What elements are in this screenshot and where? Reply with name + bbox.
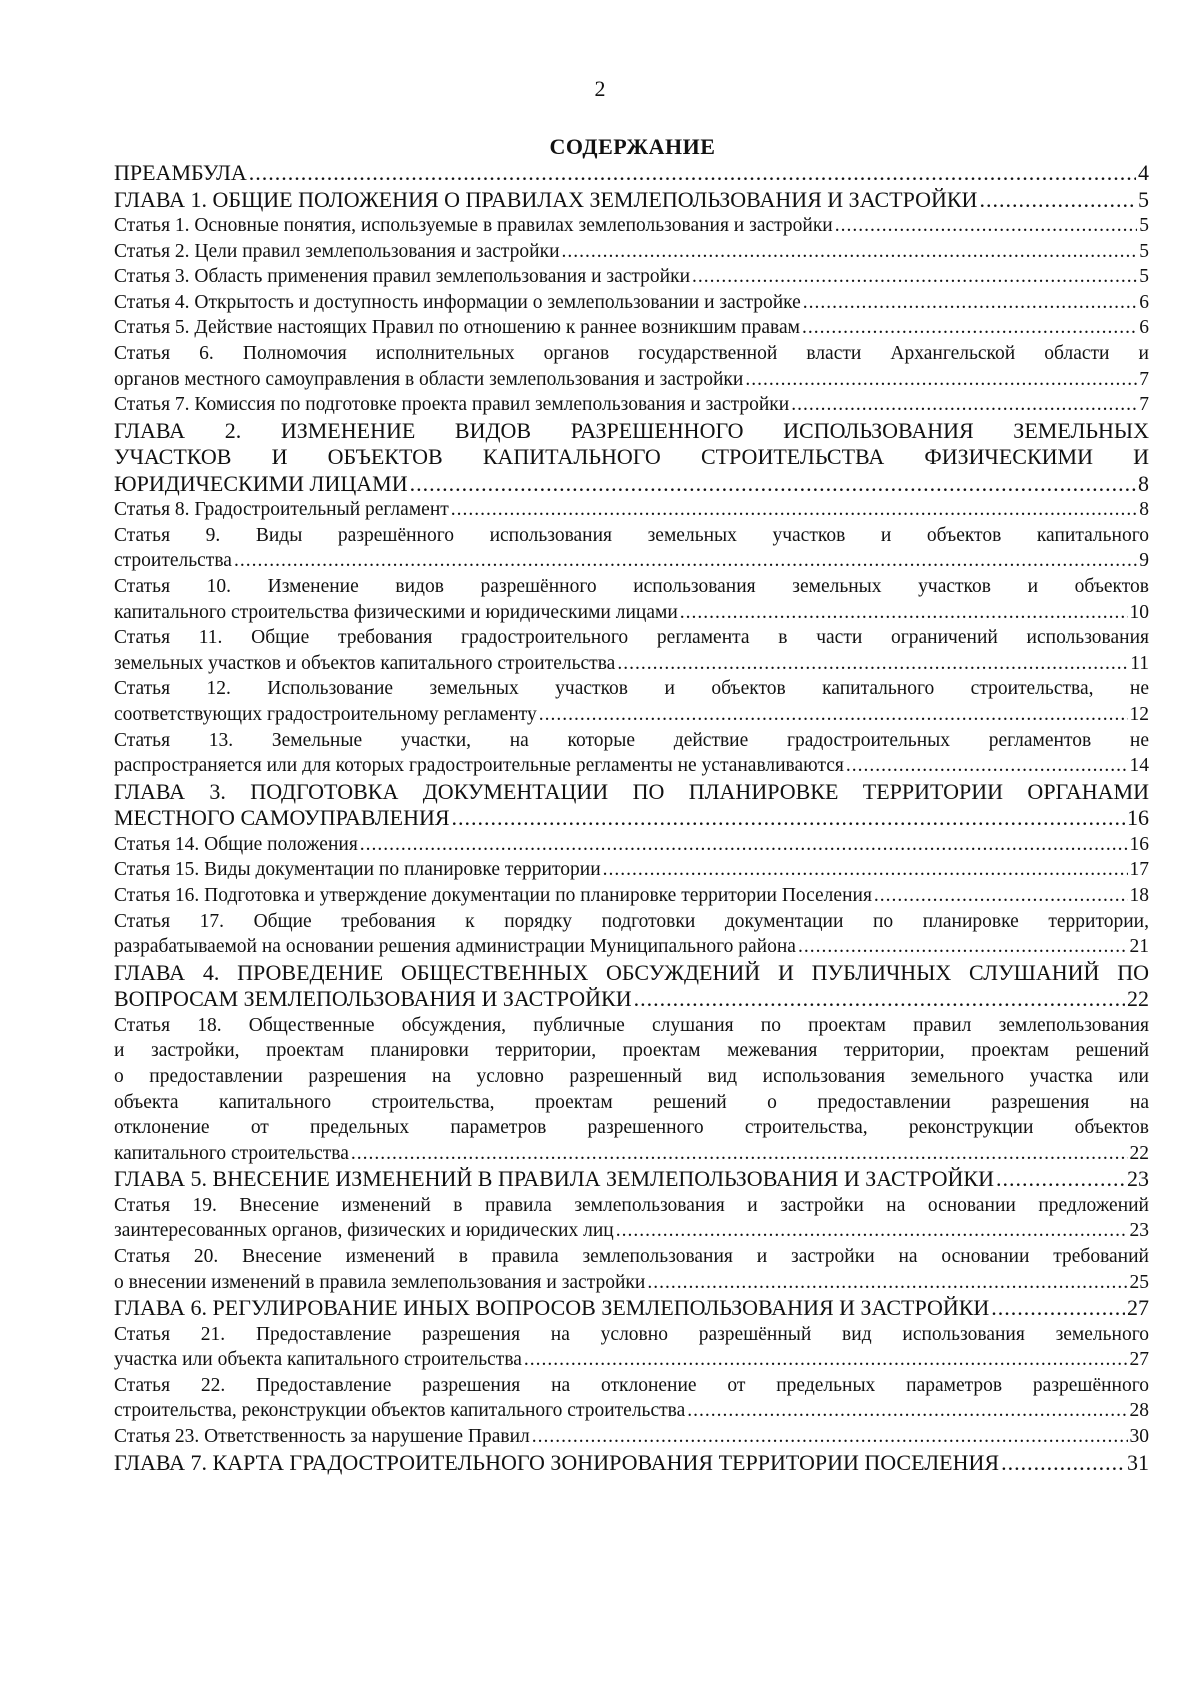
toc-entry-leader-line xyxy=(114,497,1149,523)
toc-entry-leader-line xyxy=(114,1450,1149,1477)
toc-page-number: 16 xyxy=(1127,805,1149,831)
toc-entry-leader-line xyxy=(114,239,1149,265)
toc-entry-leader-line xyxy=(114,1218,1149,1244)
toc-article-entry[interactable] xyxy=(114,676,1149,727)
dot-leader xyxy=(846,753,1128,779)
toc-page-number: 5 xyxy=(1139,240,1149,262)
toc-article-entry[interactable] xyxy=(114,315,1149,341)
dot-leader xyxy=(680,600,1128,626)
toc-entry-text: ПРЕАМБУЛА xyxy=(114,160,247,185)
toc-page-number: 7 xyxy=(1139,394,1149,416)
toc-page-number: 31 xyxy=(1127,1449,1149,1475)
toc-page-number: 30 xyxy=(1129,1426,1149,1448)
dot-leader xyxy=(991,1295,1125,1322)
toc-page-number: 5 xyxy=(1138,186,1149,212)
toc-article-entry[interactable] xyxy=(114,341,1149,392)
toc-entry-line: о предоставлении разрешения на условно разрешенный вид использования земельного участка или xyxy=(114,1065,1149,1087)
toc-article-entry[interactable] xyxy=(114,523,1149,574)
toc-chapter-entry[interactable] xyxy=(114,160,1149,187)
toc-entry-line: Статья 11. Общие требования градостроительного регламента в части ограничений использования xyxy=(114,627,1149,649)
toc-page-number: 23 xyxy=(1129,1220,1149,1242)
toc-entry-text: ВОПРОСАМ ЗЕМЛЕПОЛЬЗОВАНИЯ И ЗАСТРОЙКИ xyxy=(114,986,632,1012)
toc-entry-leader-line xyxy=(114,1270,1149,1296)
page-number: 2 xyxy=(594,76,606,101)
toc-entry-text: Статья 7. Комиссия по подготовке проекта правил землепользования и застройки xyxy=(114,394,790,416)
toc-entry-leader-line xyxy=(114,805,1149,832)
toc-page-number: 8 xyxy=(1138,470,1149,496)
toc-entry-text: ГЛАВА 1. ОБЩИЕ ПОЛОЖЕНИЯ О ПРАВИЛАХ ЗЕМЛЕПОЛЬЗОВАНИЯ И ЗАСТРОЙКИ xyxy=(114,186,978,212)
toc-entry-leader-line xyxy=(114,651,1149,677)
dot-leader xyxy=(798,934,1128,960)
toc-entry-leader-line xyxy=(114,832,1149,858)
toc-entry-leader-line xyxy=(114,213,1149,239)
toc-article-entry[interactable] xyxy=(114,1373,1149,1424)
dot-leader xyxy=(532,1424,1128,1450)
dot-leader xyxy=(524,1347,1128,1373)
toc-entry-text: Статья 2. Цели правил землепользования и застройки xyxy=(114,240,560,262)
toc-page-number: 28 xyxy=(1129,1400,1149,1422)
toc-entry-leader-line xyxy=(114,986,1149,1013)
toc-article-entry[interactable] xyxy=(114,290,1149,316)
toc-entry-text: Статья 8. Градостроительный регламент xyxy=(114,499,449,521)
toc-entry-text: Статья 16. Подготовка и утверждение документации по планировке территории Поселения xyxy=(114,884,872,906)
toc-article-entry[interactable] xyxy=(114,1322,1149,1373)
toc-chapter-entry[interactable] xyxy=(114,1166,1149,1193)
toc-chapter-entry[interactable] xyxy=(114,1450,1149,1477)
dot-leader xyxy=(874,883,1128,909)
dot-leader xyxy=(234,548,1137,574)
toc-entry-leader-line xyxy=(114,264,1149,290)
toc-entry-line: Статья 6. Полномочия исполнительных органов государственной власти Архангельской области и xyxy=(114,342,1149,364)
toc-page-number: 23 xyxy=(1127,1166,1149,1192)
toc-page-number: 11 xyxy=(1130,652,1149,674)
toc-page-number: 4 xyxy=(1138,160,1149,185)
toc-entry-text: МЕСТНОГО САМОУПРАВЛЕНИЯ xyxy=(114,805,450,831)
toc-entry-line: Статья 20. Внесение изменений в правила землепользования и застройки на основании требований xyxy=(114,1246,1149,1267)
toc-page-number: 25 xyxy=(1129,1271,1149,1293)
toc-entry-text: ГЛАВА 7. КАРТА ГРАДОСТРОИТЕЛЬНОГО ЗОНИРОВАНИЯ ТЕРРИТОРИИ ПОСЕЛЕНИЯ xyxy=(114,1449,1000,1475)
toc-entry-text: участка или объекта капитального строительства xyxy=(114,1349,522,1371)
toc-entry-leader-line xyxy=(114,315,1149,341)
toc-entry-leader-line xyxy=(114,857,1149,883)
toc-article-entry[interactable] xyxy=(114,574,1149,625)
toc-entry-text: Статья 15. Виды документации по планировке территории xyxy=(114,859,601,881)
page-title: СОДЕРЖАНИЕ xyxy=(549,134,716,159)
toc-article-entry[interactable] xyxy=(114,213,1149,239)
toc-page-number: 22 xyxy=(1129,1142,1149,1164)
toc-article-entry[interactable] xyxy=(114,728,1149,779)
toc-entry-line: ГЛАВА 3. ПОДГОТОВКА ДОКУМЕНТАЦИИ ПО ПЛАНИРОВКЕ ТЕРРИТОРИИ ОРГАНАМИ xyxy=(114,778,1149,804)
toc-page-number: 6 xyxy=(1139,317,1149,339)
toc-entry-leader-line xyxy=(114,548,1149,574)
toc-entry-leader-line xyxy=(114,883,1149,909)
toc-page-number: 21 xyxy=(1129,936,1149,958)
toc-chapter-entry[interactable] xyxy=(114,779,1149,832)
toc-entry-line: Статья 22. Предоставление разрешения на отклонение от предельных параметров разрешённого xyxy=(114,1374,1149,1396)
toc-page-number: 17 xyxy=(1129,859,1149,881)
toc-entry-leader-line xyxy=(114,392,1149,418)
toc-entry-text: органов местного самоуправления в области землепользования и застройки xyxy=(114,368,744,390)
toc-entry-text: разрабатываемой на основании решения администрации Муниципального района xyxy=(114,936,796,958)
dot-leader xyxy=(979,187,1136,214)
toc-page-number: 12 xyxy=(1129,704,1149,725)
dot-leader xyxy=(562,239,1138,265)
toc-entry-leader-line xyxy=(114,1347,1149,1373)
dot-leader xyxy=(451,497,1137,523)
toc-article-entry[interactable] xyxy=(114,392,1149,418)
dot-leader xyxy=(791,392,1137,418)
toc-entry-text: Статья 4. Открытость и доступность информации о землепользовании и застройке xyxy=(114,291,801,313)
toc-entry-text: строительства, реконструкции объектов капитального строительства xyxy=(114,1400,686,1422)
toc-article-entry[interactable] xyxy=(114,1193,1149,1244)
toc-entry-line: Статья 9. Виды разрешённого использования земельных участков и объектов капитального xyxy=(114,524,1149,546)
toc-article-entry[interactable] xyxy=(114,1244,1149,1295)
toc-entry-leader-line xyxy=(114,1398,1149,1424)
toc-entry-line: ГЛАВА 4. ПРОВЕДЕНИЕ ОБЩЕСТВЕННЫХ ОБСУЖДЕНИЙ И ПУБЛИЧНЫХ СЛУШАНИЙ ПО xyxy=(114,959,1149,985)
toc-entry-text: заинтересованных органов, физических и юридических лиц xyxy=(114,1220,614,1242)
toc-entry-leader-line xyxy=(114,187,1149,214)
toc-entry-text: капитального строительства xyxy=(114,1142,349,1164)
toc-page-number: 27 xyxy=(1127,1295,1149,1321)
toc-page-number: 22 xyxy=(1127,986,1149,1012)
toc-entry-text: капитального строительства физическими и юридическими лицами xyxy=(114,601,678,623)
toc-entry-text: Статья 1. Основные понятия, используемые в правилах землепользования и застройки xyxy=(114,215,833,236)
toc-entry-leader-line xyxy=(114,160,1149,187)
dot-leader xyxy=(410,471,1136,498)
toc-entry-text: соответствующих градостроительному регламенту xyxy=(114,704,537,725)
toc-entry-line: Статья 17. Общие требования к порядку подготовки документации по планировке территории, xyxy=(114,910,1149,932)
dot-leader xyxy=(692,264,1137,290)
toc-article-entry[interactable] xyxy=(114,857,1149,883)
toc-entry-leader-line xyxy=(114,290,1149,316)
toc-entry-leader-line xyxy=(114,753,1149,779)
toc-entry-text: Статья 23. Ответственность за нарушение Правил xyxy=(114,1426,530,1448)
toc-entry-text: земельных участков и объектов капитального строительства xyxy=(114,652,616,674)
toc-entry-text: Статья 14. Общие положения xyxy=(114,833,358,855)
toc-page-number: 18 xyxy=(1129,884,1149,906)
toc-entry-line: ГЛАВА 2. ИЗМЕНЕНИЕ ВИДОВ РАЗРЕШЕННОГО ИСПОЛЬЗОВАНИЯ ЗЕМЕЛЬНЫХ xyxy=(114,417,1149,443)
toc-entry-line: Статья 13. Земельные участки, на которые действие градостроительных регламентов не xyxy=(114,729,1149,751)
toc-chapter-entry[interactable] xyxy=(114,187,1149,214)
toc-entry-leader-line xyxy=(114,471,1149,498)
toc-entry-text: Статья 3. Область применения правил землепользования и застройки xyxy=(114,266,691,288)
dot-leader xyxy=(835,213,1138,239)
toc-entry-line: Статья 19. Внесение изменений в правила землепользования и застройки на основании предложений xyxy=(114,1194,1149,1216)
toc-page-number: 27 xyxy=(1129,1349,1149,1371)
toc-article-entry[interactable] xyxy=(114,497,1149,523)
toc-article-entry[interactable] xyxy=(114,883,1149,909)
toc-page-number: 6 xyxy=(1139,291,1149,313)
toc-entry-text: распространяется или для которых градостроительные регламенты не устанавливаются xyxy=(114,755,844,777)
toc-entry-leader-line xyxy=(114,1424,1149,1450)
toc-entry-leader-line xyxy=(114,1141,1149,1167)
toc-chapter-entry[interactable] xyxy=(114,1295,1149,1322)
toc-entry-line: Статья 10. Изменение видов разрешённого использования земельных участков и объектов xyxy=(114,576,1149,598)
toc-entry-text: ГЛАВА 5. ВНЕСЕНИЕ ИЗМЕНЕНИЙ В ПРАВИЛА ЗЕМЛЕПОЛЬЗОВАНИЯ И ЗАСТРОЙКИ xyxy=(114,1166,994,1192)
dot-leader xyxy=(634,986,1125,1013)
toc-page-number: 10 xyxy=(1129,601,1149,623)
toc-entry-text: Статья 5. Действие настоящих Правил по отношению к раннее возникшим правам xyxy=(114,317,800,339)
dot-leader xyxy=(803,290,1137,316)
toc-entry-leader-line xyxy=(114,367,1149,393)
toc-entry-leader-line xyxy=(114,600,1149,626)
dot-leader xyxy=(249,160,1136,187)
toc-page-number: 5 xyxy=(1139,215,1149,236)
toc-page-number: 5 xyxy=(1139,266,1149,288)
toc-entry-line: УЧАСТКОВ И ОБЪЕКТОВ КАПИТАЛЬНОГО СТРОИТЕЛЬСТВА ФИЗИЧЕСКИМИ И xyxy=(114,444,1149,470)
dot-leader xyxy=(360,832,1128,858)
toc-page-number: 9 xyxy=(1139,550,1149,572)
dot-leader xyxy=(603,857,1128,883)
toc-page-number: 16 xyxy=(1129,833,1149,855)
toc-article-entry[interactable] xyxy=(114,1013,1149,1167)
toc-page-number: 7 xyxy=(1139,368,1149,390)
toc-entry-line: отклонение от предельных параметров разрешенного строительства, реконструкции объектов xyxy=(114,1117,1149,1139)
toc-article-entry[interactable] xyxy=(114,625,1149,676)
dot-leader xyxy=(351,1141,1128,1167)
toc-entry-leader-line xyxy=(114,702,1149,728)
toc-article-entry[interactable] xyxy=(114,909,1149,960)
toc-article-entry[interactable] xyxy=(114,239,1149,265)
toc-article-entry[interactable] xyxy=(114,1424,1149,1450)
dot-leader xyxy=(452,805,1125,832)
toc-article-entry[interactable] xyxy=(114,832,1149,858)
toc-entry-line: и застройки, проектам планировки территории, проектам межевания территории, проектам решений xyxy=(114,1040,1149,1062)
toc-entry-leader-line xyxy=(114,934,1149,960)
toc-page-number: 14 xyxy=(1129,755,1149,777)
table-of-contents xyxy=(114,160,1149,1476)
dot-leader xyxy=(616,1218,1128,1244)
toc-entry-text: строительства xyxy=(114,550,232,572)
toc-chapter-entry[interactable] xyxy=(114,960,1149,1013)
toc-article-entry[interactable] xyxy=(114,264,1149,290)
toc-entry-line: Статья 12. Использование земельных участков и объектов капитального строительства, не xyxy=(114,678,1149,700)
toc-entry-text: ЮРИДИЧЕСКИМИ ЛИЦАМИ xyxy=(114,470,408,496)
dot-leader xyxy=(647,1270,1127,1296)
toc-entry-leader-line xyxy=(114,1166,1149,1193)
dot-leader xyxy=(996,1166,1125,1193)
toc-chapter-entry[interactable] xyxy=(114,418,1149,498)
toc-entry-text: о внесении изменений в правила землепользования и застройки xyxy=(114,1271,646,1293)
toc-entry-line: Статья 18. Общественные обсуждения, публичные слушания по проектам правил землепользования xyxy=(114,1014,1149,1036)
dot-leader xyxy=(539,702,1128,728)
dot-leader xyxy=(687,1398,1127,1424)
toc-entry-line: объекта капитального строительства, проектам решений о предоставлении разрешения на xyxy=(114,1091,1149,1113)
dot-leader xyxy=(617,651,1128,677)
toc-entry-line: Статья 21. Предоставление разрешения на условно разрешённый вид использования земельного xyxy=(114,1323,1149,1345)
dot-leader xyxy=(745,367,1137,393)
toc-entry-leader-line xyxy=(114,1295,1149,1322)
toc-entry-text: ГЛАВА 6. РЕГУЛИРОВАНИЕ ИНЫХ ВОПРОСОВ ЗЕМЛЕПОЛЬЗОВАНИЯ И ЗАСТРОЙКИ xyxy=(114,1295,990,1321)
dot-leader xyxy=(1001,1450,1125,1477)
toc-page-number: 8 xyxy=(1139,499,1149,521)
dot-leader xyxy=(802,315,1137,341)
